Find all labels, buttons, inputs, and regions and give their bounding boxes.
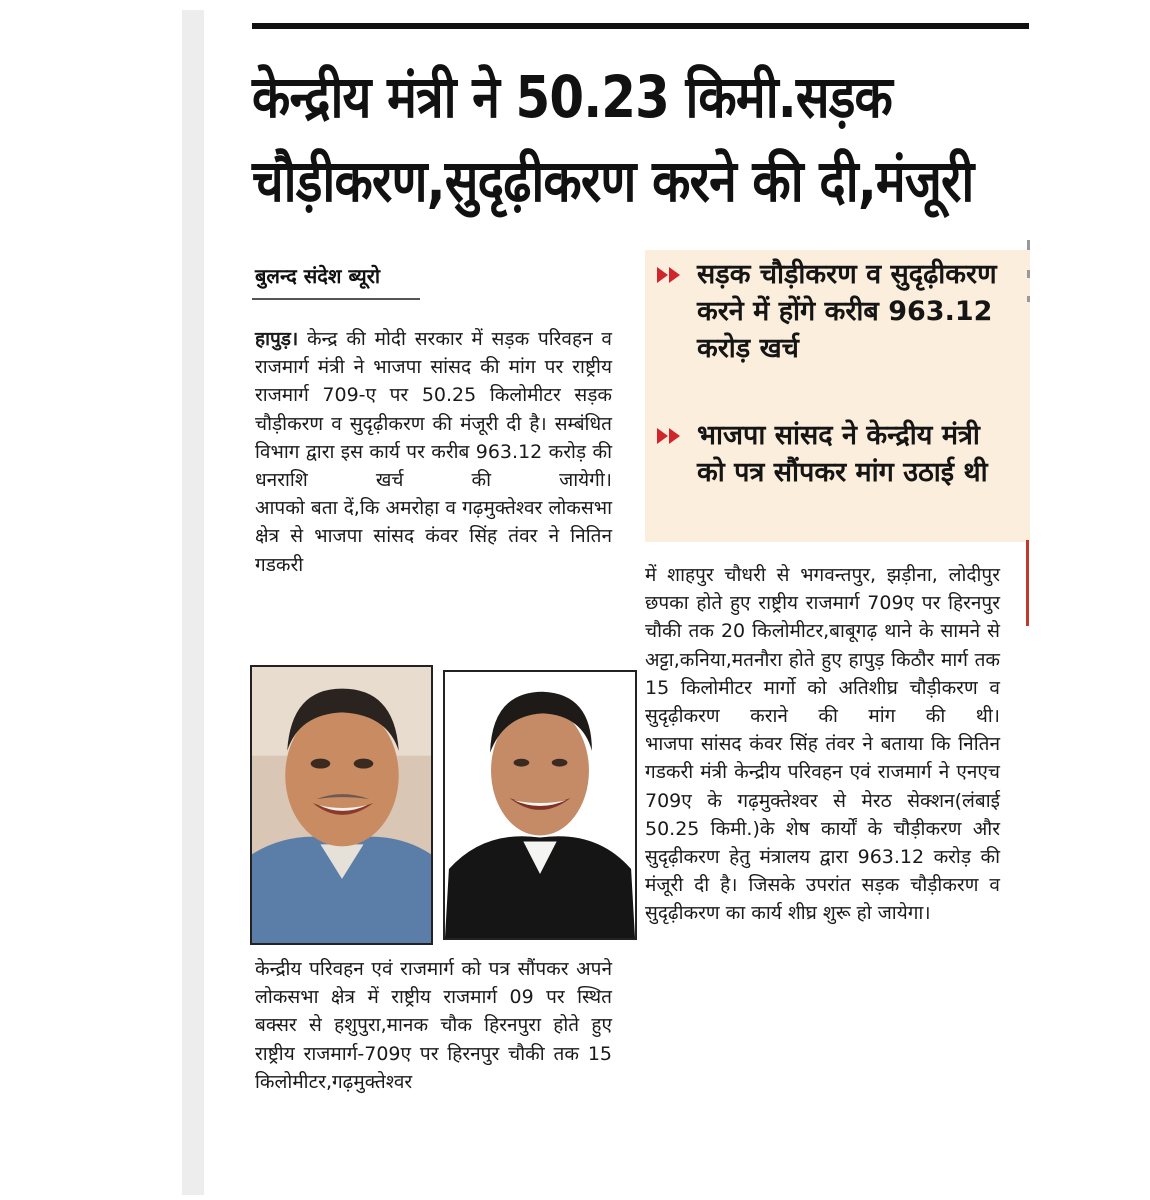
article-column-left-top	[255, 325, 612, 579]
headline-line-1: केन्द्रीय मंत्री ने 50.23 किमी.सड़क	[252, 63, 892, 131]
byline: बुलन्द संदेश ब्यूरो	[255, 264, 381, 288]
dateline: हापुड़।	[255, 328, 299, 350]
article-paragraph: केन्द्रीय परिवहन एवं राजमार्ग को पत्र सौंपकर अपने लोकसभा क्षेत्र में राष्ट्रीय राजमार्ग 09 पर स्थित बक्सर से हशुपुरा,मानक चौक हिरनपुरा होते हुए राष्ट्रीय राजमार्ग-709ए पर हिरनपुर चौकी तक 15 किलोमीटर,गढ़मुक्तेश्वर	[255, 958, 612, 1093]
article-paragraph	[255, 325, 612, 494]
article-column-left-bottom	[255, 955, 612, 1096]
portrait-image	[445, 672, 635, 938]
article-paragraph: आपको बता दें,कि अमरोहा व गढ़मुक्तेश्वर लोकसभा क्षेत्र से भाजपा सांसद कंवर सिंह तंवर ने नितिन गडकरी	[255, 497, 612, 576]
photo-minister	[250, 665, 433, 945]
highlight-item	[655, 417, 1015, 491]
highlight-text: सड़क चौड़ीकरण व सुदृढ़ीकरण करने में होंगे करीब 963.12 करोड़ खर्च	[697, 259, 997, 364]
edge-mark	[1027, 240, 1030, 250]
headline-line-2: चौड़ीकरण,सुदृढ़ीकरण करने की दी,मंजूरी	[252, 147, 974, 215]
byline-rule	[252, 298, 420, 300]
highlight-text: भाजपा सांसद ने केन्द्रीय मंत्री को पत्र सौंपकर मांग उठाई थी	[697, 420, 988, 488]
edge-mark	[1027, 296, 1030, 302]
headline	[252, 55, 1029, 223]
article-column-right	[645, 561, 1000, 928]
double-arrow-icon	[655, 265, 685, 285]
portrait-image	[252, 667, 431, 943]
photo-mp	[443, 670, 637, 940]
double-arrow-icon	[655, 426, 685, 446]
top-rule	[252, 23, 1029, 29]
edge-mark-red	[1026, 540, 1029, 626]
article-text: केन्द्र की मोदी सरकार में सड़क परिवहन व राजमार्ग मंत्री ने भाजपा सांसद की मांग पर राष्ट्रीय राजमार्ग 709-ए पर 50.25 किलोमीटर सड़क चौड़ीकरण व सुदृढ़ीकरण की मंजूरी दी है। सम्बंधित विभाग द्वारा इस कार्य पर करीब 963.12 करोड़ की धनराशि खर्च की जायेगी।	[255, 328, 612, 492]
edge-mark	[1027, 270, 1030, 278]
article-paragraph: भाजपा सांसद कंवर सिंह तंवर ने बताया कि नितिन गडकरी मंत्री केन्द्रीय परिवहन एवं राजमार्ग ने एनएच 709ए के गढ़मुक्तेश्वर से मेरठ सेक्शन(लंबाई 50.25 किमी.)के शेष कार्यों के चौड़ीकरण और सुदृढ़ीकरण हेतु मंत्रालय द्वारा 963.12 करोड़ की मंजूरी दी है। जिसके उपरांत सड़क चौड़ीकरण व सुदृढ़ीकरण का कार्य शीघ्र शुरू हो जायेगा।	[645, 733, 1000, 925]
page-margin-strip	[182, 10, 204, 1195]
highlight-item	[655, 256, 1015, 367]
highlight-box	[645, 250, 1030, 542]
article-paragraph: में शाहपुर चौधरी से भगवन्तपुर, झड़ीना, लोदीपुर छपका होते हुए राष्ट्रीय राजमार्ग 709ए पर हिरनपुर चौकी तक 20 किलोमीटर,बाबूगढ़ थाने के सामने से अट्टा,कनिया,मतनौरा होते हुए हापुड़ किठौर मार्ग तक 15 किलोमीटर मार्गो को अतिशीघ्र चौड़ीकरण व सुदृढ़ीकरण कराने की मांग की थी।	[645, 564, 1000, 728]
